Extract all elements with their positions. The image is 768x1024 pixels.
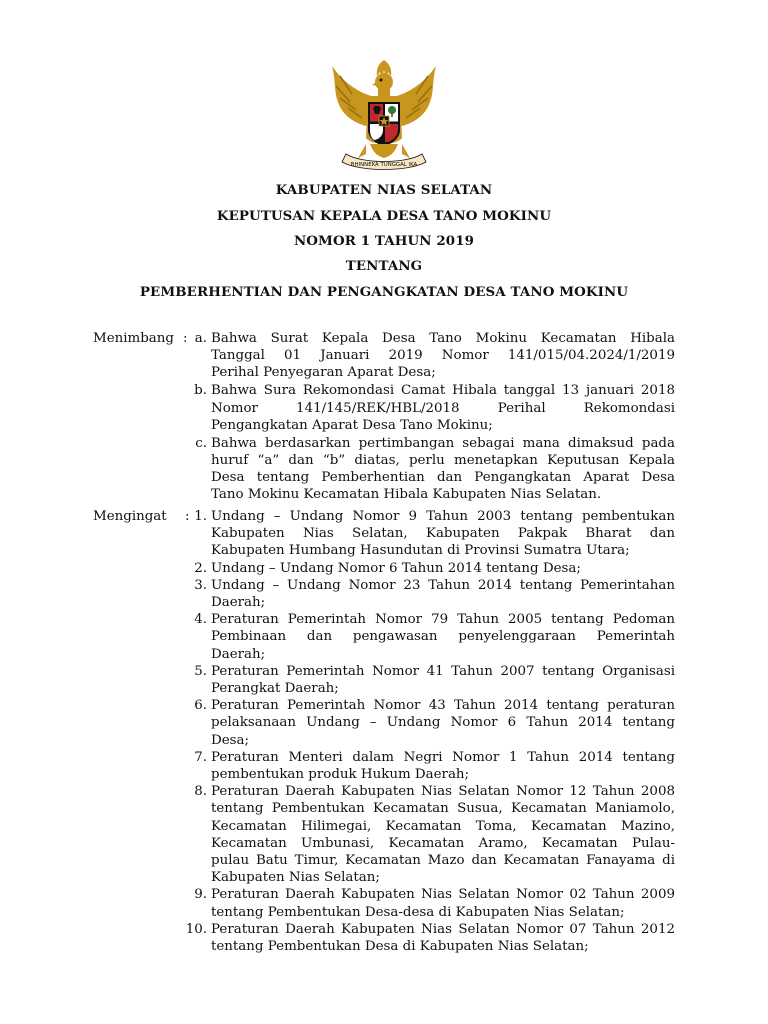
mengingat-item-line: Kabupaten Nias Selatan; bbox=[211, 870, 380, 886]
mengingat-item-line: Peraturan Daerah Kabupaten Nias Selatan Nomor 12 Tahun 2008 bbox=[211, 784, 675, 800]
mengingat-item-marker: 3. bbox=[194, 577, 207, 593]
mengingat-item-text bbox=[211, 663, 675, 697]
mengingat-item-line: Peraturan Pemerintah Nomor 43 Tahun 2014 tentang peraturan bbox=[211, 698, 675, 714]
mengingat-item-marker: 7. bbox=[194, 749, 207, 765]
mengingat-item-marker: 8. bbox=[194, 784, 207, 800]
mengingat-item-line: Pembinaan dan pengawasan penyelenggaraan Pemerintah bbox=[211, 629, 675, 645]
mengingat-item-line: pelaksanaan Undang – Undang Nomor 6 Tahun 2014 tentang bbox=[211, 715, 675, 731]
mengingat-item-text bbox=[211, 560, 675, 577]
mengingat-item-marker: 10. bbox=[185, 921, 207, 937]
mengingat-item-line: Kabupaten Nias Selatan, Kabupaten Pakpak Bharat dan bbox=[211, 526, 675, 542]
mengingat-item-line: Peraturan Menteri dalam Negri Nomor 1 Tahun 2014 tentang bbox=[211, 749, 675, 765]
menimbang-label: Menimbang bbox=[93, 331, 174, 346]
mengingat-item-marker: 1. bbox=[194, 509, 207, 524]
mengingat-item-line: Undang – Undang Nomor 9 Tahun 2003 tentang pembentukan bbox=[211, 509, 675, 524]
mengingat-item-line: tentang Pembentukan Desa di Kabupaten Nias Selatan; bbox=[211, 938, 589, 954]
mengingat-item-text bbox=[211, 921, 675, 955]
mengingat-item-marker: 6. bbox=[194, 698, 207, 714]
menimbang-item-line: Tanggal 01 Januari 2019 Nomor 141/015/04.2024/1/2019 bbox=[211, 348, 675, 364]
mengingat-item-line: Kecamatan Umbunasi, Kecamatan Aramo, Kecamatan Pulau- bbox=[211, 835, 675, 851]
mengingat-item-line: pembentukan produk Hukum Daerah; bbox=[211, 766, 470, 782]
menimbang-item-marker: b. bbox=[194, 383, 207, 399]
decree-subject: PEMBERHENTIAN DAN PENGANGKATAN DESA TANO MOKINU bbox=[139, 284, 629, 300]
menimbang-item-text bbox=[211, 382, 675, 434]
mengingat-item-line: Peraturan Pemerintah Nomor 79 Tahun 2005 tentang Pedoman bbox=[211, 612, 675, 628]
mengingat-item-text bbox=[211, 611, 675, 663]
mengingat-item-line: Peraturan Pemerintah Nomor 41 Tahun 2007 tentang Organisasi bbox=[211, 663, 675, 679]
mengingat-item-line: pulau Batu Timur, Kecamatan Mazo dan Kecamatan Fanayama di bbox=[211, 852, 675, 868]
menimbang-item-text bbox=[211, 330, 675, 382]
mengingat-item-line: tentang Pembentukan Kecamatan Susua, Kecamatan Maniamolo, bbox=[211, 801, 675, 817]
mengingat-item-line: Daerah; bbox=[211, 594, 266, 610]
mengingat-item-line: tentang Pembentukan Desa-desa di Kabupaten Nias Selatan; bbox=[211, 904, 625, 920]
mengingat-item-line: Kecamatan Hilimegai, Kecamatan Toma, Kecamatan Mazino, bbox=[211, 818, 675, 834]
mengingat-item-text bbox=[211, 783, 675, 886]
mengingat-item-line: Undang – Undang Nomor 23 Tahun 2014 tentang Pemerintahan bbox=[211, 577, 675, 593]
decree-title: KEPUTUSAN KEPALA DESA TANO MOKINU bbox=[216, 208, 552, 224]
mengingat-item-line: Desa; bbox=[211, 732, 250, 748]
menimbang-item-text bbox=[211, 435, 675, 504]
garuda-icon bbox=[322, 58, 446, 176]
mengingat-item-text bbox=[211, 886, 675, 920]
menimbang-item-line: Perihal Penyegaran Aparat Desa; bbox=[211, 365, 436, 381]
mengingat-item-line: Peraturan Daerah Kabupaten Nias Selatan Nomor 02 Tahun 2009 bbox=[211, 887, 675, 903]
tentang-heading: TENTANG bbox=[345, 258, 423, 274]
garuda-emblem bbox=[322, 58, 446, 176]
emblem-motto: BHINNEKA TUNGGAL IKA bbox=[350, 162, 418, 168]
menimbang-item-line: Bahwa berdasarkan pertimbangan sebagai mana dimaksud pada bbox=[211, 435, 675, 451]
menimbang-item-line: Nomor 141/145/REK/HBL/2018 Perihal Rekomondasi bbox=[211, 400, 675, 416]
regency-title: KABUPATEN NIAS SELATAN bbox=[275, 182, 493, 198]
menimbang-item-marker: c. bbox=[195, 435, 207, 451]
menimbang-item-line: huruf “a” dan “b” diatas, perlu menetapkan Keputusan Kepala bbox=[211, 452, 675, 468]
mengingat-label: Mengingat bbox=[93, 509, 167, 524]
menimbang-colon: : bbox=[183, 331, 188, 346]
mengingat-item-text bbox=[211, 697, 675, 749]
menimbang-item-line: Desa tentang Pemberhentian dan Pengangkatan Aparat Desa bbox=[211, 470, 675, 486]
menimbang-item-line: Pengangkatan Aparat Desa Tano Mokinu; bbox=[211, 417, 493, 433]
mengingat-item-text bbox=[211, 508, 675, 560]
mengingat-item-line: Perangkat Daerah; bbox=[211, 680, 339, 696]
mengingat-item-line: Daerah; bbox=[211, 646, 266, 662]
menimbang-item-marker: a. bbox=[194, 331, 207, 346]
mengingat-item-marker: 4. bbox=[194, 612, 207, 628]
mengingat-item-text bbox=[211, 577, 675, 611]
menimbang-item-line: Bahwa Sura Rekomondasi Camat Hibala tanggal 13 januari 2018 bbox=[211, 383, 675, 399]
mengingat-item-text bbox=[211, 749, 675, 783]
mengingat-item-line: Undang – Undang Nomor 6 Tahun 2014 tentang Desa; bbox=[211, 560, 581, 576]
mengingat-item-marker: 5. bbox=[194, 663, 207, 679]
mengingat-item-marker: 9. bbox=[194, 887, 207, 903]
decree-number: NOMOR 1 TAHUN 2019 bbox=[293, 233, 475, 249]
mengingat-item-marker: 2. bbox=[194, 560, 207, 576]
mengingat-item-line: Peraturan Daerah Kabupaten Nias Selatan Nomor 07 Tahun 2012 bbox=[211, 921, 675, 937]
mengingat-colon: : bbox=[185, 509, 190, 524]
menimbang-item-line: Tano Mokinu Kecamatan Hibala Kabupaten Nias Selatan. bbox=[211, 487, 602, 503]
mengingat-item-line: Kabupaten Humbang Hasundutan di Provinsi Sumatra Utara; bbox=[211, 543, 630, 559]
menimbang-item-line: Bahwa Surat Kepala Desa Tano Mokinu Kecamatan Hibala bbox=[211, 331, 675, 346]
